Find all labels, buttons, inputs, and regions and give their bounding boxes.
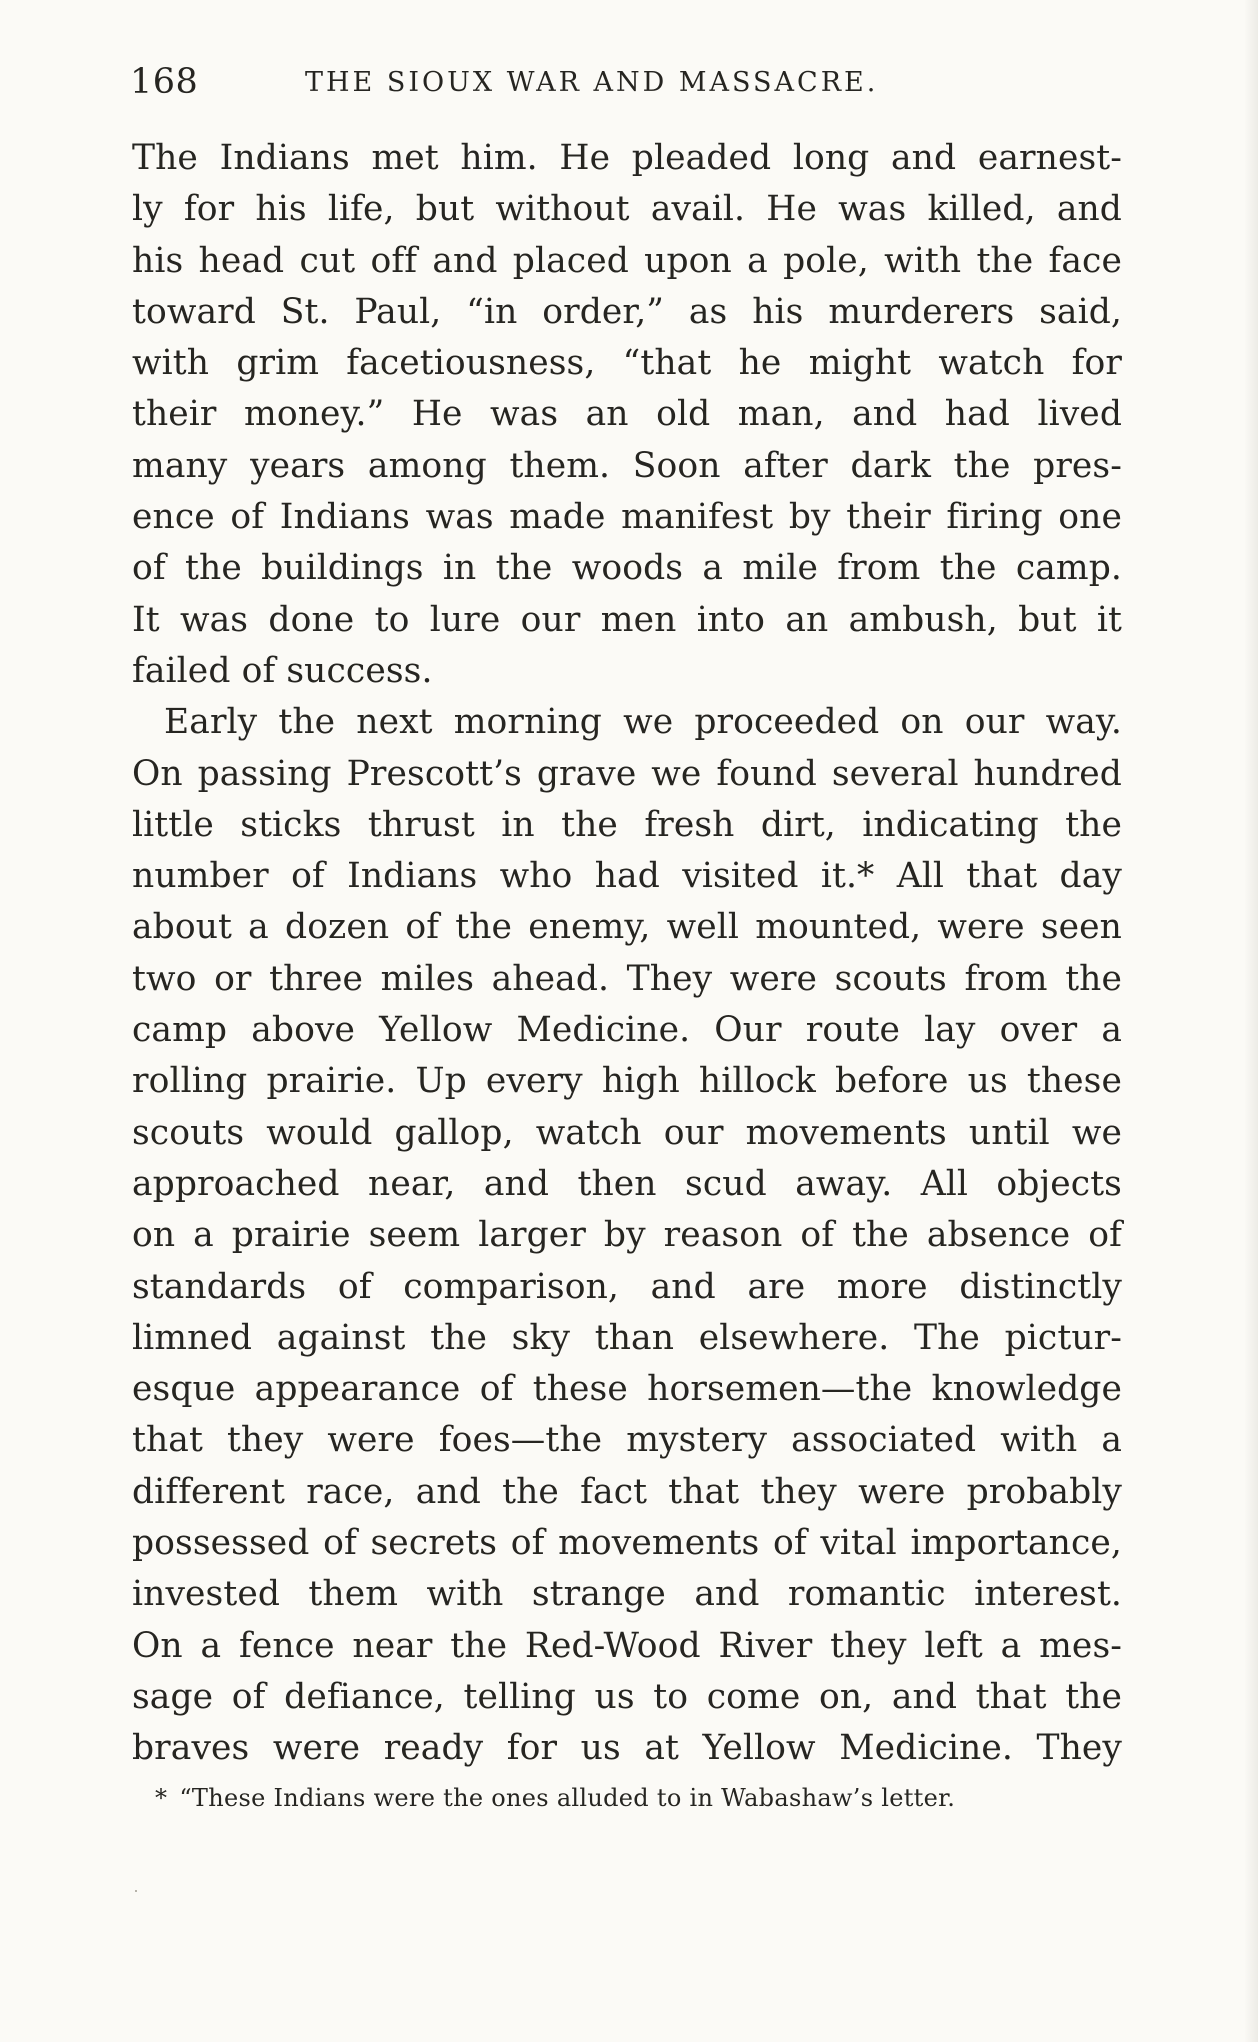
text-line: rolling prairie. Up every high hillock before us these bbox=[132, 1061, 1122, 1102]
page-header bbox=[130, 58, 1110, 106]
text-line: invested them with strange and romantic interest. bbox=[132, 1574, 1122, 1615]
footnote-text: “These Indians were the ones alluded to in Wabashaw’s letter. bbox=[179, 1784, 956, 1812]
text-line: on a prairie seem larger by reason of the absence of bbox=[132, 1215, 1122, 1256]
text-line: about a dozen of the enemy, well mounted, were seen bbox=[132, 907, 1122, 948]
body-text bbox=[132, 133, 1122, 1775]
footnote bbox=[155, 1780, 1085, 1816]
text-line: On passing Prescott’s grave we found several hundred bbox=[132, 753, 1122, 794]
text-line: On a fence near the Red-Wood River they left a mes- bbox=[132, 1625, 1122, 1666]
text-line: two or three miles ahead. They were scouts from the bbox=[132, 958, 1122, 999]
text-line: possessed of secrets of movements of vital importance, bbox=[132, 1523, 1122, 1564]
page-edge-shadow bbox=[1244, 0, 1258, 2042]
text-line: little sticks thrust in the fresh dirt, indicating the bbox=[132, 804, 1122, 845]
text-line: his head cut off and placed upon a pole, with the face bbox=[132, 240, 1122, 281]
footnote-marker: * bbox=[155, 1784, 168, 1812]
text-line: scouts would gallop, watch our movements until we bbox=[132, 1112, 1122, 1153]
text-line: braves were ready for us at Yellow Medicine. They bbox=[132, 1728, 1122, 1769]
text-line: failed of success. bbox=[132, 650, 433, 691]
text-line: ly for his life, but without avail. He was killed, and bbox=[132, 189, 1122, 230]
page-number: 168 bbox=[130, 62, 199, 102]
text-line: number of Indians who had visited it.* All that day bbox=[132, 856, 1122, 897]
text-line: The Indians met him. He pleaded long and earnest- bbox=[132, 138, 1122, 178]
text-line: their money.” He was an old man, and had lived bbox=[132, 394, 1122, 435]
text-line: different race, and the fact that they were probably bbox=[132, 1471, 1122, 1512]
text-line: Early the next morning we proceeded on our way. bbox=[164, 702, 1122, 743]
running-head: THE SIOUX WAR AND MASSACRE. bbox=[305, 67, 879, 98]
text-line: sage of defiance, telling us to come on, and that the bbox=[132, 1676, 1122, 1717]
text-line: ence of Indians was made manifest by their firing one bbox=[132, 497, 1122, 538]
text-line: camp above Yellow Medicine. Our route lay over a bbox=[132, 1010, 1122, 1051]
paper-speck bbox=[135, 1890, 137, 1892]
text-line: It was done to lure our men into an ambush, but it bbox=[132, 599, 1122, 640]
text-line: toward St. Paul, “in order,” as his murderers said, bbox=[132, 291, 1122, 332]
text-line: that they were foes—the mystery associated with a bbox=[132, 1420, 1122, 1461]
text-line: esque appearance of these horsemen—the knowledge bbox=[132, 1369, 1122, 1410]
text-line: of the buildings in the woods a mile from the camp. bbox=[132, 548, 1122, 589]
text-line: approached near, and then scud away. All objects bbox=[132, 1163, 1122, 1204]
text-line: standards of comparison, and are more distinctly bbox=[132, 1266, 1122, 1307]
text-line: limned against the sky than elsewhere. The pictur- bbox=[132, 1317, 1122, 1358]
text-line: many years among them. Soon after dark the pres- bbox=[132, 445, 1122, 486]
text-line: with grim facetiousness, “that he might watch for bbox=[132, 343, 1122, 384]
